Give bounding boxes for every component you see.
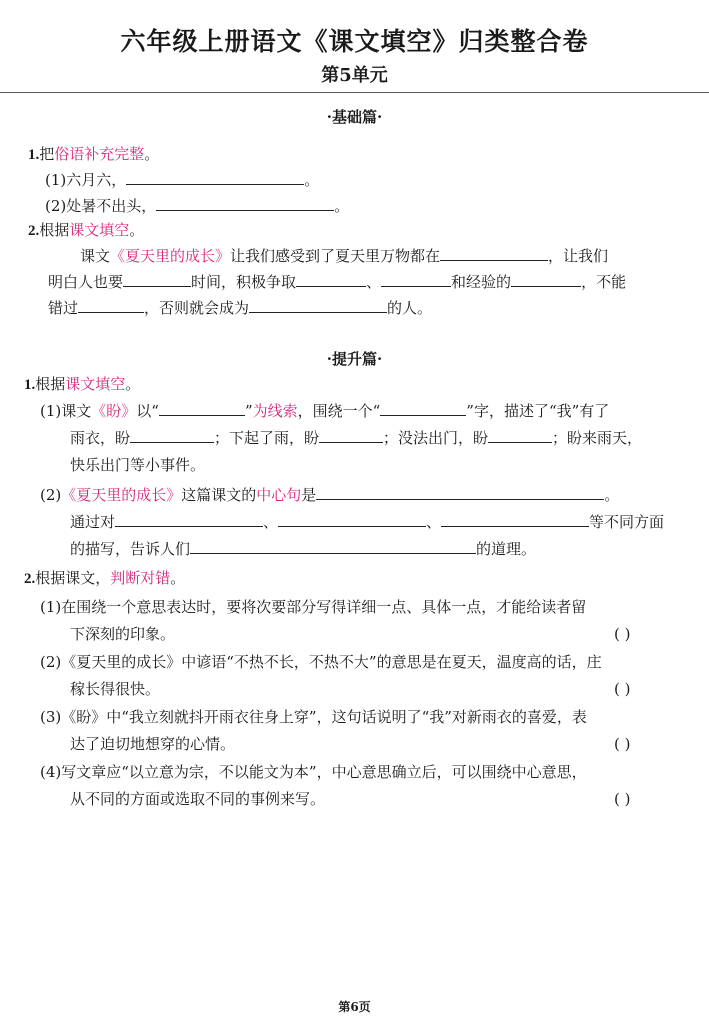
basic-q1-item-2: [45, 196, 349, 216]
judge-item-2-line-1: (2)《夏天里的成长》中谚语“不热不长，不热不大”的意思是在夏天，温度高的话，庄: [40, 653, 602, 671]
item-text: 这篇课文的: [181, 486, 257, 504]
answer-blank[interactable]: [249, 298, 387, 313]
basic-q2-prompt: [28, 220, 144, 241]
judge-item-1-line-2: 下深刻的印象。: [70, 625, 176, 643]
judge-answer-paren-3[interactable]: ( ): [614, 735, 631, 753]
item-text: 等不同方面: [589, 513, 665, 531]
advanced-q2-prompt: [24, 568, 185, 589]
question-number: 1.: [28, 147, 40, 163]
prompt-text: 根据课文，: [35, 569, 111, 587]
item-text: ；下起了雨，盼: [214, 429, 320, 447]
section-heading-basic: ·基础篇·: [326, 108, 383, 126]
answer-blank[interactable]: [278, 512, 426, 527]
item-text: ”字，描述了“我”有了: [466, 402, 610, 420]
header-divider: [0, 92, 709, 93]
prompt-text: 。: [125, 375, 141, 393]
text-highlight: 《夏天里的成长》: [110, 247, 231, 265]
question-number: 1.: [24, 377, 36, 393]
item-text: ；没法出门，盼: [383, 429, 489, 447]
item-text: (2)处暑不出头，: [45, 197, 157, 215]
paragraph-text: ，否则就会成为: [144, 299, 250, 317]
answer-blank[interactable]: [511, 272, 581, 287]
answer-blank[interactable]: [381, 272, 451, 287]
paragraph-text: ，让我们: [548, 247, 609, 265]
prompt-text: 。: [129, 221, 145, 239]
prompt-highlight: 俗语补充完整: [54, 145, 145, 163]
judge-item-4-line-1: (4)写文章应“以立意为宗，不以能文为本”，中心意思确立后，可以围绕中心意思，: [40, 763, 587, 781]
item-text: 以“: [136, 402, 159, 420]
answer-blank[interactable]: [156, 196, 334, 211]
prompt-text: 。: [144, 145, 160, 163]
item-text: 的描写，告诉人们: [70, 540, 191, 558]
answer-blank[interactable]: [319, 428, 383, 443]
item-text: ，围绕一个“: [297, 402, 381, 420]
paragraph-text: 课文: [80, 247, 111, 265]
item-text: 雨衣，盼: [70, 429, 131, 447]
item-text: 的道理。: [476, 540, 537, 558]
text-highlight: 中心句: [256, 486, 302, 504]
answer-blank[interactable]: [123, 272, 191, 287]
paragraph-text: 错过: [48, 299, 79, 317]
prompt-highlight: 判断对错: [110, 569, 171, 587]
item-text: (1)课文: [40, 402, 92, 420]
paragraph-text: 时间，积极争取: [191, 273, 297, 291]
advanced-q1-prompt: [24, 374, 140, 395]
prompt-text: 根据: [39, 221, 70, 239]
section-heading-advanced: ·提升篇·: [326, 350, 383, 368]
advanced-q1-s1-line-3: 快乐出门等小事件。: [70, 456, 206, 474]
answer-blank[interactable]: [296, 272, 366, 287]
item-text: 、: [426, 513, 442, 531]
answer-blank[interactable]: [126, 170, 304, 185]
unit-subtitle: 第5单元: [321, 65, 388, 86]
basic-q1-prompt: [28, 144, 159, 165]
paragraph-text: 和经验的: [451, 273, 512, 291]
item-text: 通过对: [70, 513, 116, 531]
judge-item-3-line-1: (3)《盼》中“我立刻就抖开雨衣往身上穿”，这句话说明了“我”对新雨衣的喜爱，表: [40, 708, 587, 726]
prompt-text: 把: [39, 145, 55, 163]
item-text: 。: [304, 171, 320, 189]
judge-item-4-line-2: 从不同的方面或选取不同的事例来写。: [70, 790, 326, 808]
judge-answer-paren-1[interactable]: ( ): [614, 625, 631, 643]
answer-blank[interactable]: [440, 246, 548, 261]
advanced-q1-s2-line-3: [70, 539, 536, 559]
paragraph-text: 让我们感受到了夏天里万物都在: [230, 247, 441, 265]
page-title: 六年级上册语文《课文填空》归类整合卷: [120, 27, 589, 56]
question-number: 2.: [24, 571, 36, 587]
advanced-q1-s2-line-2: [70, 512, 664, 532]
answer-blank[interactable]: [316, 485, 604, 500]
item-text: (1)六月六，: [45, 171, 127, 189]
judge-answer-paren-4[interactable]: ( ): [614, 790, 631, 808]
basic-q2-line-1: [80, 246, 608, 266]
paragraph-text: 、: [366, 273, 382, 291]
prompt-text: 根据: [35, 375, 66, 393]
item-text: 是: [301, 486, 317, 504]
answer-blank[interactable]: [441, 512, 589, 527]
item-text: (2): [40, 486, 62, 504]
page-number: 第6页: [338, 1000, 371, 1014]
basic-q2-line-2: [48, 272, 626, 292]
item-text: ”: [244, 402, 253, 420]
judge-item-3-line-2: 达了迫切地想穿的心情。: [70, 735, 236, 753]
advanced-q1-s1-line-2: [70, 428, 642, 448]
answer-blank[interactable]: [190, 539, 476, 554]
item-text: 、: [263, 513, 279, 531]
item-text: 。: [604, 486, 620, 504]
answer-blank[interactable]: [115, 512, 263, 527]
prompt-highlight: 课文填空: [65, 375, 126, 393]
basic-q1-item-1: [45, 170, 319, 190]
advanced-q1-s2-line-1: [40, 485, 619, 505]
advanced-q1-s1-line-1: [40, 401, 609, 421]
paragraph-text: 的人。: [387, 299, 433, 317]
question-number: 2.: [28, 223, 40, 239]
item-text: 。: [334, 197, 350, 215]
answer-blank[interactable]: [380, 401, 466, 416]
answer-blank[interactable]: [488, 428, 552, 443]
prompt-highlight: 课文填空: [69, 221, 130, 239]
text-highlight: 为线索: [252, 402, 298, 420]
answer-blank[interactable]: [130, 428, 214, 443]
text-highlight: 《夏天里的成长》: [61, 486, 182, 504]
answer-blank[interactable]: [159, 401, 245, 416]
judge-item-1-line-1: (1)在围绕一个意思表达时，要将次要部分写得详细一点、具体一点，才能给读者留: [40, 598, 587, 616]
judge-answer-paren-2[interactable]: ( ): [614, 680, 631, 698]
prompt-text: 。: [170, 569, 186, 587]
paragraph-text: 明白人也要: [48, 273, 124, 291]
answer-blank[interactable]: [78, 298, 144, 313]
text-highlight: 《盼》: [91, 402, 137, 420]
basic-q2-line-3: [48, 298, 432, 318]
paragraph-text: ，不能: [581, 273, 627, 291]
item-text: ；盼来雨天，: [552, 429, 643, 447]
judge-item-2-line-2: 稼长得很快。: [70, 680, 161, 698]
